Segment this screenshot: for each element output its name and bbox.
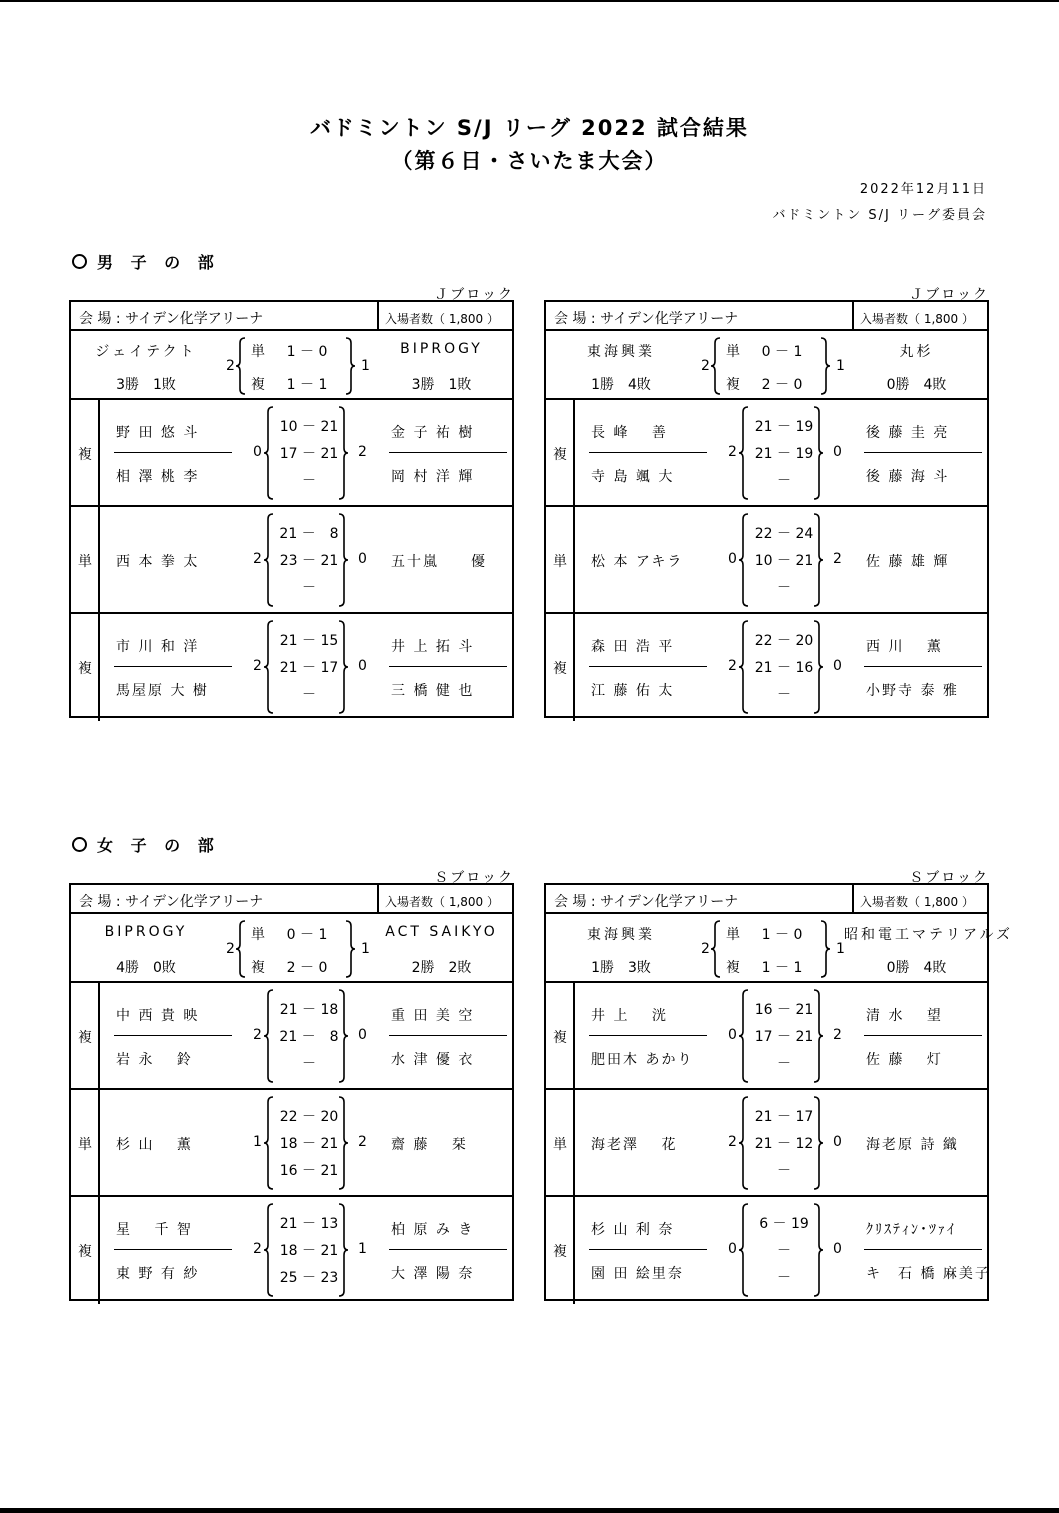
summary-doubles-score: 2 － 0 [761, 377, 803, 393]
set-score: － [302, 687, 316, 703]
right-player-1: 重 田 美 空 [391, 1008, 475, 1024]
brace-right-icon [812, 1096, 824, 1190]
brace-left-icon [738, 989, 750, 1083]
brace-left-icon [738, 1203, 750, 1297]
game-left-score: 2 [728, 658, 737, 674]
attendance-count: 入場者数（ 1,800 ） [860, 312, 974, 326]
left-player: 松 本 アキラ [591, 554, 684, 570]
team-summary [71, 914, 512, 983]
set-score: 10 － 21 [754, 553, 814, 569]
left-player-1: 市 川 和 洋 [116, 639, 200, 655]
set-score: 18 － 21 [279, 1136, 339, 1152]
summary-singles-label: 単 [251, 927, 265, 943]
organizer: バドミントン S/J リーグ委員会 [772, 208, 987, 223]
team-left-record: 4勝 0敗 [116, 960, 176, 976]
game-right-score: 0 [358, 658, 367, 674]
attendance-count: 入場者数（ 1,800 ） [385, 312, 499, 326]
right-player-2: 小野寺 泰 雅 [866, 683, 959, 699]
circle-bullet-icon [72, 254, 87, 269]
left-pair-divider [589, 1035, 707, 1036]
block-label: Ｊブロック [434, 287, 514, 303]
set-score: － [777, 1270, 791, 1286]
game-left-score: 2 [253, 1241, 262, 1257]
game-right-score: 1 [358, 1241, 367, 1257]
game-row [71, 614, 512, 721]
left-pair-divider [114, 452, 232, 453]
brace-left-icon [738, 513, 750, 607]
set-score: － [777, 473, 791, 489]
brace-right-icon [819, 337, 831, 395]
set-score: 22 － 24 [754, 526, 814, 542]
brace-right-icon [337, 1203, 349, 1297]
left-pair-divider [114, 1035, 232, 1036]
team-left-name: BIPROGY [104, 924, 188, 940]
set-score: 22 － 20 [279, 1109, 339, 1125]
summary-doubles-label: 複 [726, 377, 740, 393]
right-pair-divider [389, 1249, 507, 1250]
team-summary [546, 914, 1014, 983]
game-type-cell [71, 1090, 100, 1195]
right-player-2: 岡 村 洋 輝 [391, 469, 475, 485]
set-score: 21 － 13 [279, 1216, 339, 1232]
block-label: Ｓブロック [909, 870, 989, 886]
left-player-1: 中 西 貴 映 [116, 1008, 200, 1024]
set-score: 21 － 15 [279, 633, 339, 649]
team-right-record: 0勝 4敗 [886, 377, 947, 393]
right-player-1: 金 子 祐 樹 [391, 425, 475, 441]
left-player-1: 森 田 浩 平 [591, 639, 675, 655]
team-right-name: BIPROGY [400, 341, 483, 357]
right-pair-divider [864, 1249, 982, 1250]
game-left-score: 2 [253, 1027, 262, 1043]
set-score: 21 － 17 [754, 1109, 814, 1125]
set-score: 17 － 21 [754, 1029, 814, 1045]
game-right-score: 2 [833, 551, 842, 567]
set-score: 21 － 19 [754, 446, 814, 462]
set-score: － [302, 1056, 316, 1072]
team-left-total: 2 [226, 358, 235, 374]
right-pair-divider [864, 666, 982, 667]
left-pair-divider [114, 666, 232, 667]
game-right-score: 0 [358, 551, 367, 567]
team-right-total: 1 [836, 941, 845, 957]
game-type-cell [546, 400, 575, 505]
left-player-2: 岩 永 鈴 [116, 1052, 193, 1068]
right-player-1: 柏 原 み き [391, 1222, 475, 1238]
team-summary [546, 331, 987, 400]
brace-right-icon [812, 1203, 824, 1297]
game-type-label: 単 [553, 554, 567, 570]
venue-header [71, 302, 512, 331]
match-panel [544, 300, 989, 718]
set-score: 25 － 23 [279, 1270, 339, 1286]
game-row [71, 1197, 512, 1304]
page-subtitle: （第６日・さいたま大会） [391, 149, 668, 173]
team-right-total: 1 [361, 941, 370, 957]
section-heading-text: 男 子 の 部 [97, 253, 220, 272]
team-left-name: ジェイテクト [95, 344, 197, 360]
team-right-record: 0勝 4敗 [886, 960, 947, 976]
summary-singles-label: 単 [251, 344, 265, 360]
right-player-1: 後 藤 圭 亮 [866, 425, 950, 441]
game-type-cell [546, 1197, 575, 1304]
game-type-label: 複 [553, 1030, 567, 1046]
game-row [71, 507, 512, 614]
left-player: 杉 山 薫 [116, 1137, 193, 1153]
attendance-divider [852, 302, 854, 329]
summary-doubles-label: 複 [251, 960, 265, 976]
venue-header [546, 885, 987, 914]
game-row [546, 614, 987, 721]
game-row [546, 983, 987, 1090]
game-row [546, 507, 987, 614]
team-left-record: 3勝 1敗 [116, 377, 176, 393]
right-player-2: 三 橋 健 也 [391, 683, 475, 699]
set-score: 21 － 12 [754, 1136, 814, 1152]
venue-label: 会 場 : サイデン化学アリーナ [554, 311, 739, 327]
attendance-count: 入場者数（ 1,800 ） [860, 895, 974, 909]
game-type-label: 複 [553, 1244, 567, 1260]
game-left-score: 1 [253, 1134, 262, 1150]
summary-doubles-score: 2 － 0 [286, 960, 328, 976]
left-player-2: 馬屋原 大 樹 [116, 683, 209, 699]
summary-singles-score: 1 － 0 [761, 927, 803, 943]
brace-right-icon [812, 989, 824, 1083]
game-type-label: 複 [78, 1030, 92, 1046]
team-right-total: 1 [836, 358, 845, 374]
set-score: 16 － 21 [279, 1163, 339, 1179]
left-player-1: 長 峰 善 [591, 425, 668, 441]
left-player-1: 星 千 智 [116, 1222, 193, 1238]
right-player-1: 清 水 望 [866, 1008, 943, 1024]
set-score: 21 － 19 [754, 419, 814, 435]
right-player-1: ｸﾘｽﾃｨﾝ･ﾂｧｲ [866, 1222, 956, 1238]
brace-left-icon [710, 920, 722, 978]
team-right-name: ACT SAIKYO [385, 924, 498, 940]
game-row [71, 400, 512, 507]
game-left-score: 0 [728, 551, 737, 567]
right-pair-divider [864, 1035, 982, 1036]
game-left-score: 0 [728, 1027, 737, 1043]
right-pair-divider [389, 666, 507, 667]
brace-left-icon [263, 406, 275, 500]
game-type-label: 複 [78, 1244, 92, 1260]
brace-left-icon [263, 1096, 275, 1190]
right-player-2: 水 津 優 衣 [391, 1052, 475, 1068]
game-type-cell [71, 507, 100, 612]
left-player: 西 本 拳 太 [116, 554, 200, 570]
brace-right-icon [337, 513, 349, 607]
top-border-line [0, 0, 1059, 2]
set-score: － [777, 1056, 791, 1072]
game-right-score: 0 [833, 1134, 842, 1150]
team-left-total: 2 [701, 358, 710, 374]
game-left-score: 0 [728, 1241, 737, 1257]
brace-left-icon [710, 337, 722, 395]
right-player-2: キ 石 橋 麻美子 [866, 1266, 991, 1282]
right-player-1: 井 上 拓 斗 [391, 639, 475, 655]
issue-date: 2022年12月11日 [859, 182, 987, 197]
left-player-2: 寺 島 颯 大 [591, 469, 675, 485]
game-type-label: 単 [78, 554, 92, 570]
right-player-2: 大 澤 陽 奈 [391, 1266, 475, 1282]
left-player-2: 江 藤 佑 太 [591, 683, 675, 699]
team-left-record: 1勝 3敗 [591, 960, 651, 976]
game-right-score: 2 [833, 1027, 842, 1043]
left-pair-divider [589, 452, 707, 453]
game-row [546, 1197, 991, 1304]
venue-header [71, 885, 512, 914]
summary-singles-score: 0 － 1 [286, 927, 328, 943]
right-pair-divider [389, 452, 507, 453]
attendance-divider [377, 302, 379, 329]
left-player-2: 園 田 絵里奈 [591, 1266, 684, 1282]
left-pair-divider [589, 666, 707, 667]
set-score: 22 － 20 [754, 633, 814, 649]
attendance-divider [852, 885, 854, 912]
summary-singles-label: 単 [726, 344, 740, 360]
set-score: 21 － 8 [279, 526, 339, 542]
set-score: 10 － 21 [279, 419, 339, 435]
game-left-score: 2 [728, 1134, 737, 1150]
brace-right-icon [337, 620, 349, 714]
set-score: 6 － 19 [759, 1216, 809, 1232]
left-player-2: 東 野 有 紗 [116, 1266, 200, 1282]
left-pair-divider [114, 1249, 232, 1250]
venue-label: 会 場 : サイデン化学アリーナ [79, 894, 264, 910]
set-score: － [777, 1163, 791, 1179]
game-type-label: 単 [553, 1137, 567, 1153]
set-score: 16 － 21 [754, 1002, 814, 1018]
right-player: 齋 藤 栞 [391, 1137, 468, 1153]
section-heading-men [72, 250, 220, 273]
brace-left-icon [263, 513, 275, 607]
set-score: 21 － 18 [279, 1002, 339, 1018]
attendance-divider [377, 885, 379, 912]
game-type-label: 複 [553, 661, 567, 677]
team-left-name: 東海興業 [587, 927, 655, 943]
team-left-total: 2 [701, 941, 710, 957]
set-score: － [777, 687, 791, 703]
right-player-1: 西 川 薫 [866, 639, 943, 655]
set-score: 23 － 21 [279, 553, 339, 569]
game-right-score: 0 [833, 658, 842, 674]
right-player: 五十嵐 優 [391, 554, 487, 570]
game-type-cell [71, 614, 100, 721]
game-right-score: 0 [833, 1241, 842, 1257]
left-player-1: 野 田 悠 斗 [116, 425, 200, 441]
set-score: 21 － 17 [279, 660, 339, 676]
right-pair-divider [389, 1035, 507, 1036]
summary-singles-score: 1 － 0 [286, 344, 328, 360]
right-player: 佐 藤 雄 輝 [866, 554, 950, 570]
set-score: － [302, 473, 316, 489]
game-right-score: 0 [833, 444, 842, 460]
game-row [546, 400, 987, 507]
team-right-name: 昭和電工マテリアルズ [844, 927, 1014, 943]
block-label: Ｓブロック [434, 870, 514, 886]
brace-right-icon [812, 513, 824, 607]
brace-right-icon [819, 920, 831, 978]
left-pair-divider [589, 1249, 707, 1250]
game-row [546, 1090, 987, 1197]
brace-right-icon [344, 920, 356, 978]
game-left-score: 2 [253, 551, 262, 567]
game-type-cell [546, 614, 575, 721]
brace-right-icon [812, 406, 824, 500]
game-type-cell [71, 983, 100, 1088]
brace-left-icon [263, 989, 275, 1083]
left-player-1: 杉 山 利 奈 [591, 1222, 675, 1238]
brace-right-icon [812, 620, 824, 714]
game-right-score: 2 [358, 1134, 367, 1150]
match-panel [69, 300, 514, 718]
team-summary [71, 331, 512, 400]
game-left-score: 0 [253, 444, 262, 460]
venue-label: 会 場 : サイデン化学アリーナ [554, 894, 739, 910]
right-player: 海老原 詩 織 [866, 1137, 959, 1153]
venue-label: 会 場 : サイデン化学アリーナ [79, 311, 264, 327]
left-player-2: 肥田木 あかり [591, 1052, 694, 1068]
brace-left-icon [235, 920, 247, 978]
block-label: Ｊブロック [909, 287, 989, 303]
match-panel [544, 883, 1014, 1301]
game-type-label: 複 [78, 447, 92, 463]
game-row [71, 983, 512, 1090]
page-title: バドミントン S/J リーグ 2022 試合結果 [310, 116, 749, 140]
game-left-score: 2 [253, 658, 262, 674]
brace-right-icon [337, 406, 349, 500]
summary-doubles-score: 1 － 1 [761, 960, 803, 976]
brace-left-icon [263, 1203, 275, 1297]
right-player-2: 後 藤 海 斗 [866, 469, 950, 485]
summary-singles-score: 0 － 1 [761, 344, 803, 360]
brace-left-icon [738, 620, 750, 714]
team-left-total: 2 [226, 941, 235, 957]
game-row [71, 1090, 512, 1197]
left-player-1: 井 上 洸 [591, 1008, 668, 1024]
team-left-name: 東海興業 [587, 344, 655, 360]
game-right-score: 0 [358, 1027, 367, 1043]
team-right-name: 丸杉 [899, 344, 934, 360]
section-heading-text: 女 子 の 部 [97, 836, 220, 855]
brace-left-icon [738, 406, 750, 500]
game-type-cell [71, 1197, 100, 1304]
game-type-label: 複 [78, 661, 92, 677]
set-score: 18 － 21 [279, 1243, 339, 1259]
brace-right-icon [337, 989, 349, 1083]
game-type-cell [71, 400, 100, 505]
left-player-2: 相 澤 桃 李 [116, 469, 200, 485]
game-right-score: 2 [358, 444, 367, 460]
team-right-record: 2勝 2敗 [411, 960, 472, 976]
set-score: － [302, 580, 316, 596]
circle-bullet-icon [72, 837, 87, 852]
attendance-count: 入場者数（ 1,800 ） [385, 895, 499, 909]
game-type-cell [546, 1090, 575, 1195]
set-score: － [777, 580, 791, 596]
game-type-label: 単 [78, 1137, 92, 1153]
bottom-border-line [0, 1508, 1059, 1513]
right-player-2: 佐 藤 灯 [866, 1052, 943, 1068]
team-left-record: 1勝 4敗 [591, 377, 651, 393]
summary-doubles-label: 複 [251, 377, 265, 393]
brace-right-icon [337, 1096, 349, 1190]
game-type-cell [546, 507, 575, 612]
left-player: 海老澤 花 [591, 1137, 678, 1153]
team-right-record: 3勝 1敗 [411, 377, 472, 393]
brace-right-icon [344, 337, 356, 395]
set-score: 21 － 16 [754, 660, 814, 676]
summary-singles-label: 単 [726, 927, 740, 943]
right-pair-divider [864, 452, 982, 453]
summary-doubles-label: 複 [726, 960, 740, 976]
game-type-label: 複 [553, 447, 567, 463]
set-score: 21 － 8 [279, 1029, 339, 1045]
set-score: － [777, 1243, 791, 1259]
venue-header [546, 302, 987, 331]
section-heading-women [72, 833, 220, 856]
brace-left-icon [738, 1096, 750, 1190]
game-left-score: 2 [728, 444, 737, 460]
brace-left-icon [263, 620, 275, 714]
match-panel [69, 883, 514, 1301]
game-type-cell [546, 983, 575, 1088]
team-right-total: 1 [361, 358, 370, 374]
set-score: 17 － 21 [279, 446, 339, 462]
summary-doubles-score: 1 － 1 [286, 377, 328, 393]
brace-left-icon [235, 337, 247, 395]
